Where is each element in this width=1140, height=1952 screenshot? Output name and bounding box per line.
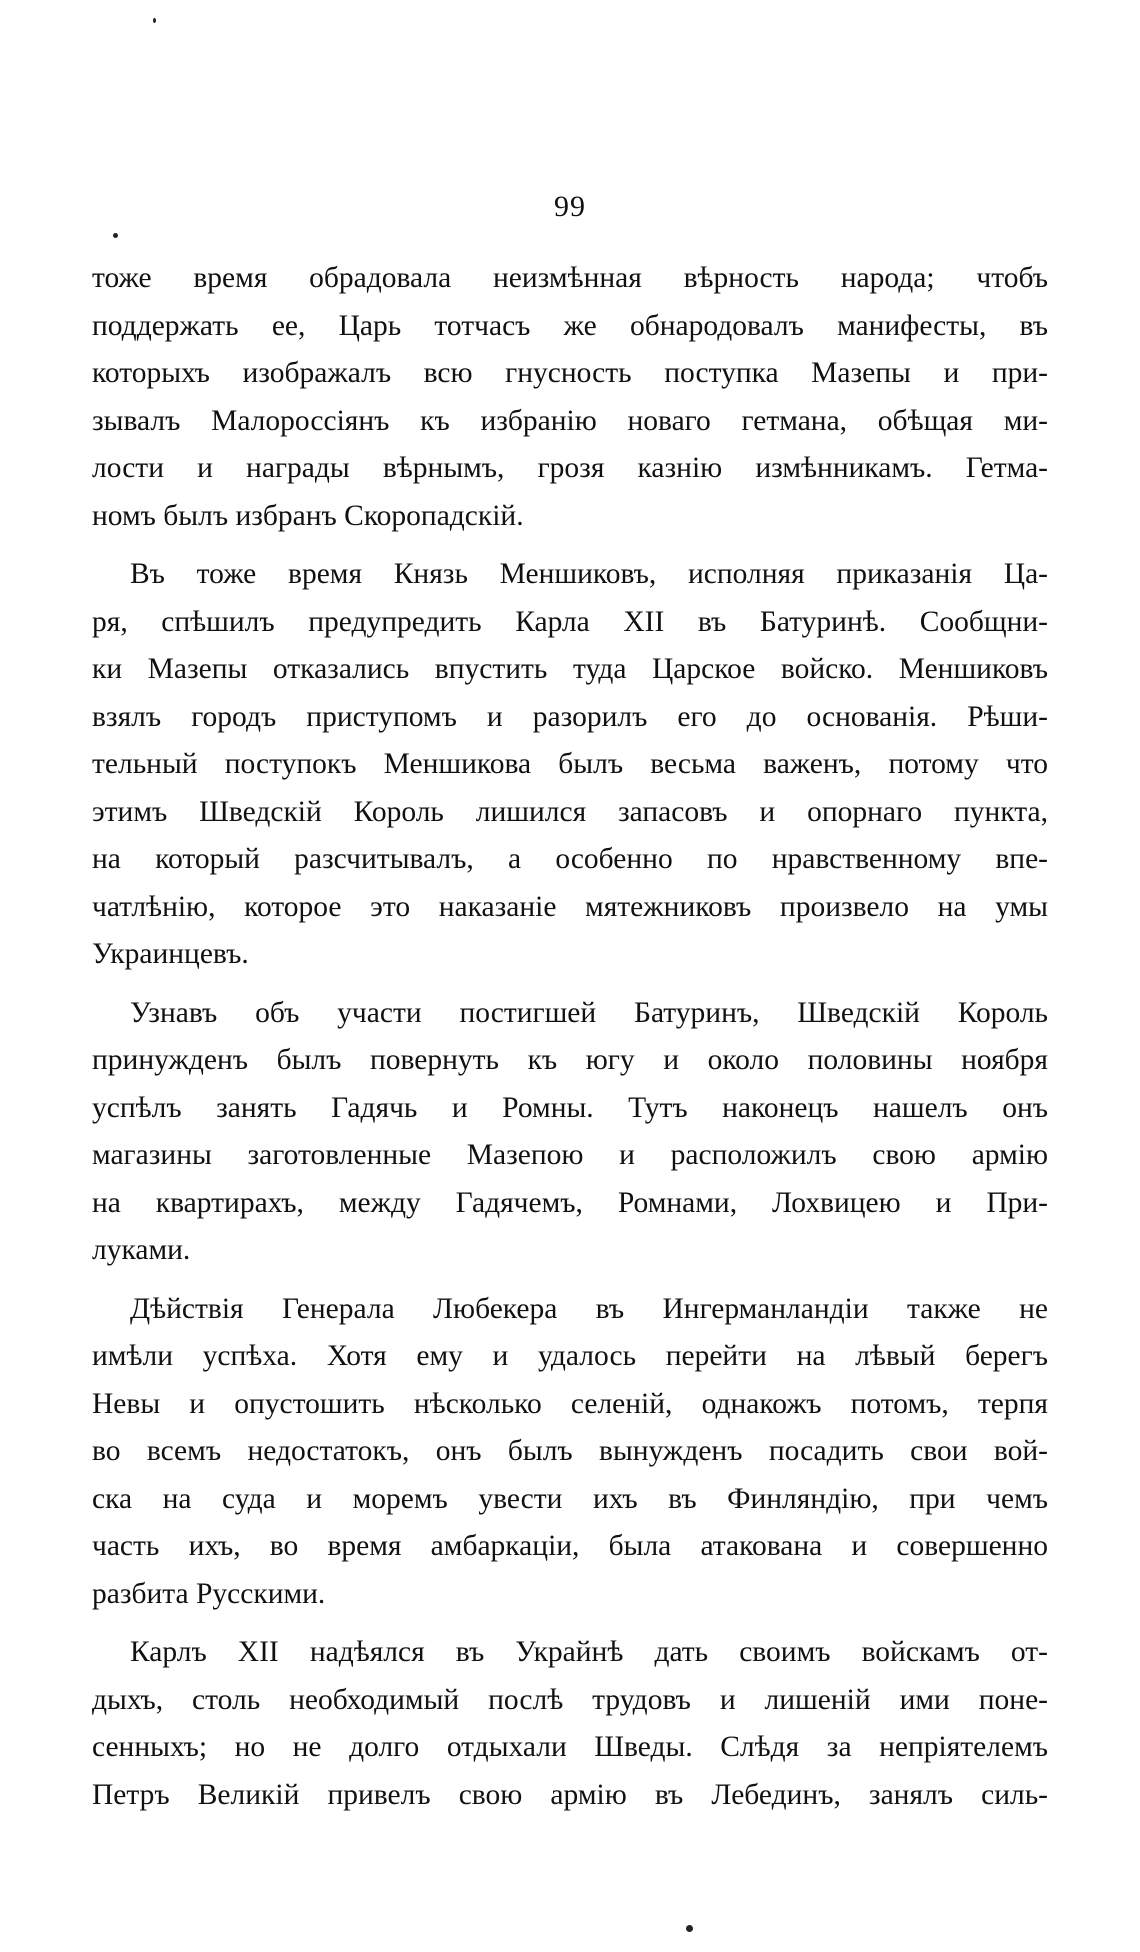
paragraph: [92, 1286, 1048, 1619]
text-line: принужденъ былъ повернуть къ югу и около половины ноября: [92, 1044, 1048, 1076]
text-line: сенныхъ; но не долго отдыхали Шведы. Слѣдя за непріятелемъ: [92, 1731, 1048, 1763]
text-line: Узнавъ объ участи постигшей Батуринъ, Шведскій Король: [130, 996, 1048, 1029]
text-line: лости и награды вѣрнымъ, грозя казнію измѣнникамъ. Гетма-: [92, 452, 1048, 484]
text-line: поддержать ее, Царь тотчасъ же обнародовалъ манифесты, въ: [92, 309, 1048, 342]
text-line: Карлъ XII надѣялся въ Украйнѣ дать своимъ войскамъ от-: [130, 1636, 1048, 1668]
text-line: этимъ Шведскій Король лишился запасовъ и опорнаго пункта,: [92, 795, 1048, 828]
print-speck: [113, 233, 118, 238]
page-number: 99: [554, 190, 586, 223]
text-line: Въ тоже время Князь Меншиковъ, исполняя приказанія Ца-: [130, 558, 1048, 590]
text-line: разбита Русскими.: [92, 1577, 326, 1610]
text-line: Дѣйствія Генерала Любекера въ Ингерманландіи также не: [130, 1292, 1048, 1325]
text-line: во всемъ недостатокъ, онъ былъ вынужденъ посадить свои вой-: [92, 1435, 1048, 1467]
print-speck: [153, 18, 156, 23]
text-line: дыхъ, столь необходимый послѣ трудовъ и лишеній ими поне-: [92, 1683, 1048, 1716]
text-line: взялъ городъ приступомъ и разорилъ его до основанія. Рѣши-: [92, 700, 1048, 733]
text-line: часть ихъ, во время амбаркаціи, была атакована и совершенно: [92, 1530, 1048, 1562]
text-line: Украинцевъ.: [92, 938, 249, 970]
text-line: Петръ Великій привелъ свою армію въ Лебединъ, занялъ силь-: [92, 1778, 1048, 1811]
paragraph: [92, 990, 1048, 1275]
text-line: тельный поступокъ Меншикова былъ весьма важенъ, потому что: [92, 748, 1048, 780]
text-line: Невы и опустошить нѣсколько селеній, однакожъ потомъ, терпя: [92, 1387, 1048, 1420]
text-line: ря, спѣшилъ предупредить Карла XII въ Батуринѣ. Сообщни-: [92, 605, 1048, 638]
text-body: [92, 255, 1048, 1830]
text-line: тоже время обрадовала неизмѣнная вѣрность народа; чтобъ: [92, 262, 1048, 294]
text-line: ска на суда и моремъ увести ихъ въ Финляндію, при чемъ: [92, 1482, 1048, 1515]
paragraph: [92, 551, 1048, 979]
text-line: луками.: [92, 1234, 191, 1266]
text-line: на квартирахъ, между Гадячемъ, Ромнами, Лохвицею и При-: [92, 1186, 1048, 1219]
text-line: магазины заготовленные Мазепою и расположилъ свою армію: [92, 1139, 1048, 1171]
text-line: успѣлъ занять Гадячь и Ромны. Тутъ наконецъ нашелъ онъ: [92, 1091, 1048, 1124]
paragraph: [92, 1629, 1048, 1819]
text-line: ки Мазепы отказались впустить туда Царское войско. Меншиковъ: [92, 653, 1048, 685]
text-line: номъ былъ избранъ Скоропадскій.: [92, 499, 524, 532]
text-line: на который разсчитывалъ, а особенно по нравственному впе-: [92, 843, 1048, 875]
print-speck: [686, 1925, 693, 1932]
paragraph: [92, 255, 1048, 540]
text-line: имѣли успѣха. Хотя ему и удалось перейти на лѣвый берегъ: [92, 1340, 1048, 1372]
text-line: которыхъ изображалъ всю гнусность поступка Мазепы и при-: [92, 357, 1048, 389]
text-line: зывалъ Малороссіянъ къ избранію новаго гетмана, обѣщая ми-: [92, 404, 1048, 437]
text-line: чатлѣнію, которое это наказаніе мятежниковъ произвело на умы: [92, 890, 1048, 923]
